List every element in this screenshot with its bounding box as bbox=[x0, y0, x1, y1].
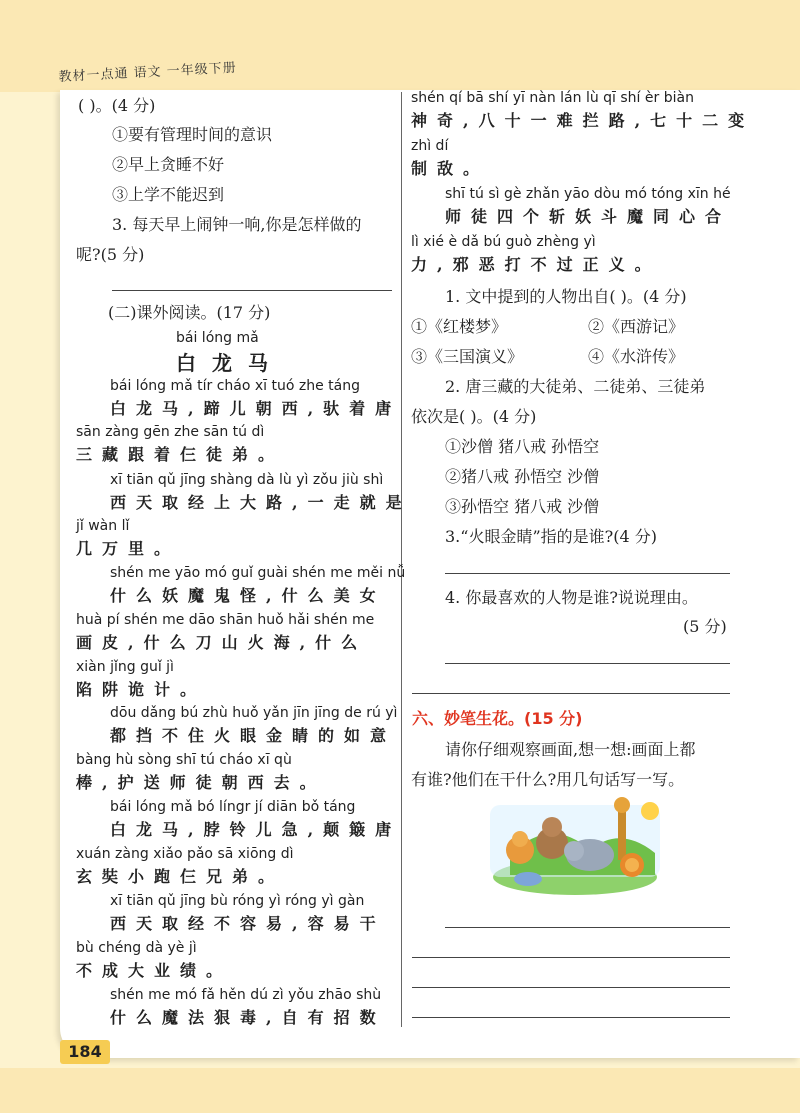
poem-line: 西天取经不容易,容易干 bbox=[110, 914, 386, 933]
q3-answer-line bbox=[112, 290, 392, 291]
q1-option-c: ③《三国演义》 bbox=[411, 347, 524, 366]
poem-line: 玄奘小跑仨兄弟。 bbox=[76, 867, 285, 886]
q1-option-a: ①《红楼梦》 bbox=[411, 317, 508, 336]
q4-answer-line bbox=[445, 663, 730, 664]
writing-line bbox=[412, 987, 730, 988]
poem-line-pinyin: shén me mó fǎ hěn dú zì yǒu zhāo shù bbox=[110, 987, 382, 1003]
section6-instruction-line2: 有谁?他们在干什么?用几句话写一写。 bbox=[411, 770, 685, 789]
poem-line: 什么魔法狠毒,自有招数 bbox=[110, 1008, 386, 1027]
poem-line-pinyin: huà pí shén me dāo shān huǒ hǎi shén me bbox=[76, 612, 375, 628]
poem-title-pinyin: bái lóng mǎ bbox=[176, 330, 259, 346]
q1-option-b: ②《西游记》 bbox=[588, 317, 685, 336]
poem-line: 不成大业绩。 bbox=[76, 961, 233, 980]
poem-line-pinyin: bái lóng mǎ bó língr jí diān bǒ táng bbox=[110, 799, 356, 815]
writing-line bbox=[445, 927, 730, 928]
section2-heading: (二)课外阅读。(17 分) bbox=[108, 303, 271, 322]
section6-title: 六、妙笔生花。(15 分) bbox=[412, 709, 583, 728]
q2-option-3: ③上学不能迟到 bbox=[112, 185, 225, 204]
q2-option-2: ②早上贪睡不好 bbox=[112, 155, 225, 174]
poem-line: 画皮,什么刀山火海,什么 bbox=[76, 633, 368, 652]
poem-line: 棒,护送师徒朝西去。 bbox=[76, 773, 326, 792]
question-1: 1. 文中提到的人物出自( )。(4 分) bbox=[445, 287, 687, 306]
poem-line: 师徒四个斩妖斗魔同心合 bbox=[445, 207, 732, 226]
poem-line-pinyin: shī tú sì gè zhǎn yāo dòu mó tóng xīn hé bbox=[445, 186, 731, 202]
poem-line-pinyin: lì xié è dǎ bú guò zhèng yì bbox=[411, 234, 596, 250]
poem-line: 西天取经上大路,一走就是 bbox=[110, 493, 412, 512]
poem-line-pinyin: xī tiān qǔ jīng shàng dà lù yì zǒu jiù shì bbox=[110, 472, 384, 488]
poem-title: 白龙马 bbox=[176, 351, 284, 375]
poem-line-pinyin: bù chéng dà yè jì bbox=[76, 940, 197, 956]
q2-option-c: ③孙悟空 猪八戒 沙僧 bbox=[445, 497, 600, 516]
bottom-band bbox=[0, 1068, 800, 1113]
section6-instruction-line1: 请你仔细观察画面,想一想:画面上都 bbox=[445, 740, 696, 759]
poem-line: 白龙马,蹄儿朝西,驮着唐 bbox=[110, 399, 402, 418]
poem-line-pinyin: dōu dǎng bú zhù huǒ yǎn jīn jīng de rú yì bbox=[110, 705, 398, 721]
poem-line-pinyin: shén qí bā shí yī nàn lán lù qī shí èr biàn bbox=[411, 90, 694, 106]
q3-answer-line bbox=[445, 573, 730, 574]
poem-line: 都挡不住火眼金睛的如意 bbox=[110, 726, 397, 745]
poem-line-pinyin: sān zàng gēn zhe sān tú dì bbox=[76, 424, 265, 440]
question-4-points: (5 分) bbox=[683, 617, 727, 636]
page-number: 184 bbox=[60, 1040, 110, 1064]
poem-line-pinyin: xuán zàng xiǎo pǎo sā xiōng dì bbox=[76, 846, 294, 862]
question-3: 3.“火眼金睛”指的是谁?(4 分) bbox=[445, 527, 657, 546]
writing-line bbox=[412, 957, 730, 958]
q1-option-d: ④《水浒传》 bbox=[588, 347, 685, 366]
q3-question-line2: 呢?(5 分) bbox=[76, 245, 145, 264]
running-header: 教材一点通 语文 一年级下册 bbox=[58, 60, 238, 85]
poem-line-pinyin: shén me yāo mó guǐ guài shén me měi nǚ bbox=[110, 565, 406, 581]
poem-line: 制敌。 bbox=[411, 159, 490, 178]
question-4: 4. 你最喜欢的人物是谁?说说理由。 bbox=[445, 588, 698, 607]
q2-option-a: ①沙僧 猪八戒 孙悟空 bbox=[445, 437, 600, 456]
poem-line-pinyin: jǐ wàn lǐ bbox=[76, 518, 130, 534]
poem-line-pinyin: xiàn jǐng guǐ jì bbox=[76, 659, 174, 675]
animals-illustration bbox=[490, 795, 660, 895]
section-divider bbox=[412, 693, 730, 694]
q3-question-line1: 3. 每天早上闹钟一响,你是怎样做的 bbox=[112, 215, 362, 234]
writing-line bbox=[412, 1017, 730, 1018]
q2-answer-tail: ( )。(4 分) bbox=[78, 96, 156, 115]
poem-line-pinyin: bàng hù sòng shī tú cháo xī qù bbox=[76, 752, 292, 768]
poem-line-pinyin: xī tiān qǔ jīng bù róng yì róng yì gàn bbox=[110, 893, 365, 909]
question-2-line1: 2. 唐三藏的大徒弟、二徒弟、三徒弟 bbox=[445, 377, 706, 396]
poem-line: 陷阱诡计。 bbox=[76, 680, 207, 699]
column-divider bbox=[401, 92, 402, 1027]
poem-line-pinyin: bái lóng mǎ tír cháo xī tuó zhe táng bbox=[110, 378, 361, 394]
q2-option-1: ①要有管理时间的意识 bbox=[112, 125, 273, 144]
question-2-line2: 依次是( )。(4 分) bbox=[411, 407, 537, 426]
q2-option-b: ②猪八戒 孙悟空 沙僧 bbox=[445, 467, 600, 486]
poem-line: 力,邪恶打不过正义。 bbox=[411, 255, 661, 274]
poem-line: 什么妖魔鬼怪,什么美女 bbox=[110, 586, 386, 605]
poem-line: 神奇,八十一难拦路,七十二变 bbox=[411, 111, 755, 130]
poem-line: 几万里。 bbox=[76, 539, 181, 558]
poem-line: 白龙马,脖铃儿急,颠簸唐 bbox=[110, 820, 402, 839]
poem-line: 三藏跟着仨徒弟。 bbox=[76, 445, 285, 464]
poem-line-pinyin: zhì dí bbox=[411, 138, 449, 154]
